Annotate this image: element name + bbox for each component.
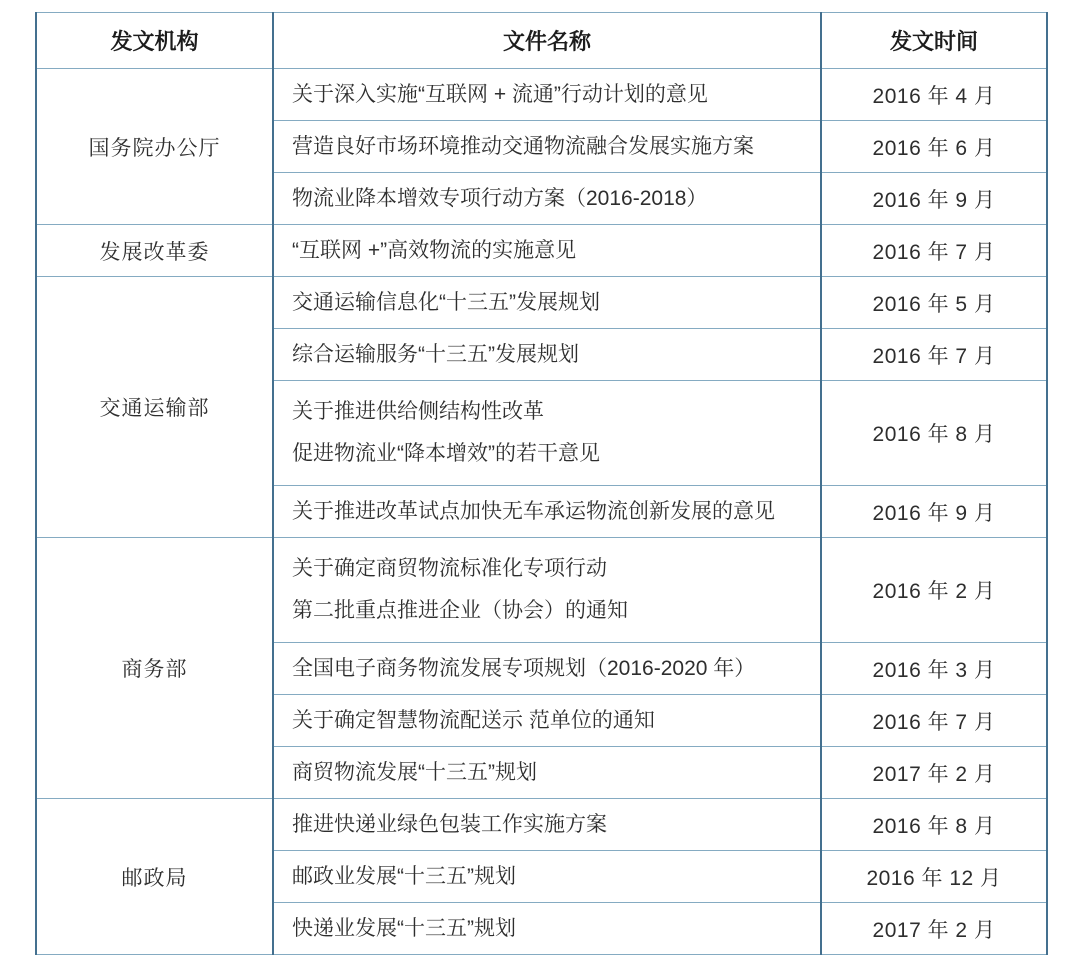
document-title-cell [273, 695, 821, 747]
table-row [36, 799, 1047, 851]
date-cell: 2017 年 2 月 [821, 747, 1047, 799]
document-title-line: 第二批重点推进企业（协会）的通知 [292, 599, 628, 622]
document-title-line: 关于确定商贸物流标准化专项行动 [292, 557, 607, 580]
policy-documents-table [35, 12, 1048, 955]
table-row [36, 277, 1047, 329]
document-title-cell [273, 69, 821, 121]
document-title-cell [273, 173, 821, 225]
date-cell: 2016 年 3 月 [821, 643, 1047, 695]
document-title-cell [273, 381, 821, 486]
date-cell: 2016 年 8 月 [821, 799, 1047, 851]
document-title-cell [273, 643, 821, 695]
table-row [36, 225, 1047, 277]
document-title-line: 综合运输服务“十三五”发展规划 [292, 342, 579, 366]
date-cell: 2016 年 9 月 [821, 173, 1047, 225]
document-title-line: 关于确定智慧物流配送示 范单位的通知 [292, 708, 655, 732]
agency-cell: 交通运输部 [36, 277, 273, 538]
document-title-line: 推进快递业绿色包装工作实施方案 [292, 812, 607, 836]
date-cell: 2016 年 4 月 [821, 69, 1047, 121]
date-cell: 2016 年 7 月 [821, 225, 1047, 277]
document-title-line: 关于推进改革试点加快无车承运物流创新发展的意见 [292, 499, 775, 523]
date-cell: 2016 年 8 月 [821, 381, 1047, 486]
document-title-line: 全国电子商务物流发展专项规划（2016-2020 年） [292, 656, 756, 680]
agency-cell: 商务部 [36, 538, 273, 799]
table-row [36, 538, 1047, 643]
document-title-cell [273, 486, 821, 538]
document-title-line: 关于深入实施“互联网 + 流通”行动计划的意见 [292, 82, 708, 106]
document-title-line: 营造良好市场环境推动交通物流融合发展实施方案 [292, 134, 754, 158]
document-title-cell [273, 225, 821, 277]
date-cell: 2016 年 12 月 [821, 851, 1047, 903]
date-cell: 2016 年 7 月 [821, 329, 1047, 381]
document-title-cell [273, 121, 821, 173]
document-title-line: 商贸物流发展“十三五”规划 [292, 760, 537, 784]
document-title-line: 关于推进供给侧结构性改革 [292, 400, 544, 423]
column-header-issue-date: 发文时间 [821, 13, 1047, 69]
document-title-line: 促进物流业“降本增效”的若干意见 [292, 442, 600, 465]
header-row [36, 13, 1047, 69]
column-header-document-name: 文件名称 [273, 13, 821, 69]
document-title-cell [273, 538, 821, 643]
agency-cell: 国务院办公厅 [36, 69, 273, 225]
document-title-cell [273, 329, 821, 381]
document-title-cell [273, 277, 821, 329]
date-cell: 2016 年 2 月 [821, 538, 1047, 643]
document-title-line: 邮政业发展“十三五”规划 [292, 864, 516, 888]
document-title-cell [273, 903, 821, 955]
column-header-agency: 发文机构 [36, 13, 273, 69]
document-title-cell [273, 851, 821, 903]
document-title-line: 物流业降本增效专项行动方案（2016-2018） [292, 186, 708, 210]
date-cell: 2016 年 9 月 [821, 486, 1047, 538]
document-title-line: 快递业发展“十三五”规划 [292, 916, 516, 940]
agency-cell: 邮政局 [36, 799, 273, 955]
date-cell: 2017 年 2 月 [821, 903, 1047, 955]
document-title-line: “互联网 +”高效物流的实施意见 [292, 238, 577, 262]
agency-cell: 发展改革委 [36, 225, 273, 277]
document-title-cell [273, 799, 821, 851]
date-cell: 2016 年 6 月 [821, 121, 1047, 173]
date-cell: 2016 年 7 月 [821, 695, 1047, 747]
table-row [36, 69, 1047, 121]
date-cell: 2016 年 5 月 [821, 277, 1047, 329]
document-title-line: 交通运输信息化“十三五”发展规划 [292, 290, 600, 314]
document-title-cell [273, 747, 821, 799]
